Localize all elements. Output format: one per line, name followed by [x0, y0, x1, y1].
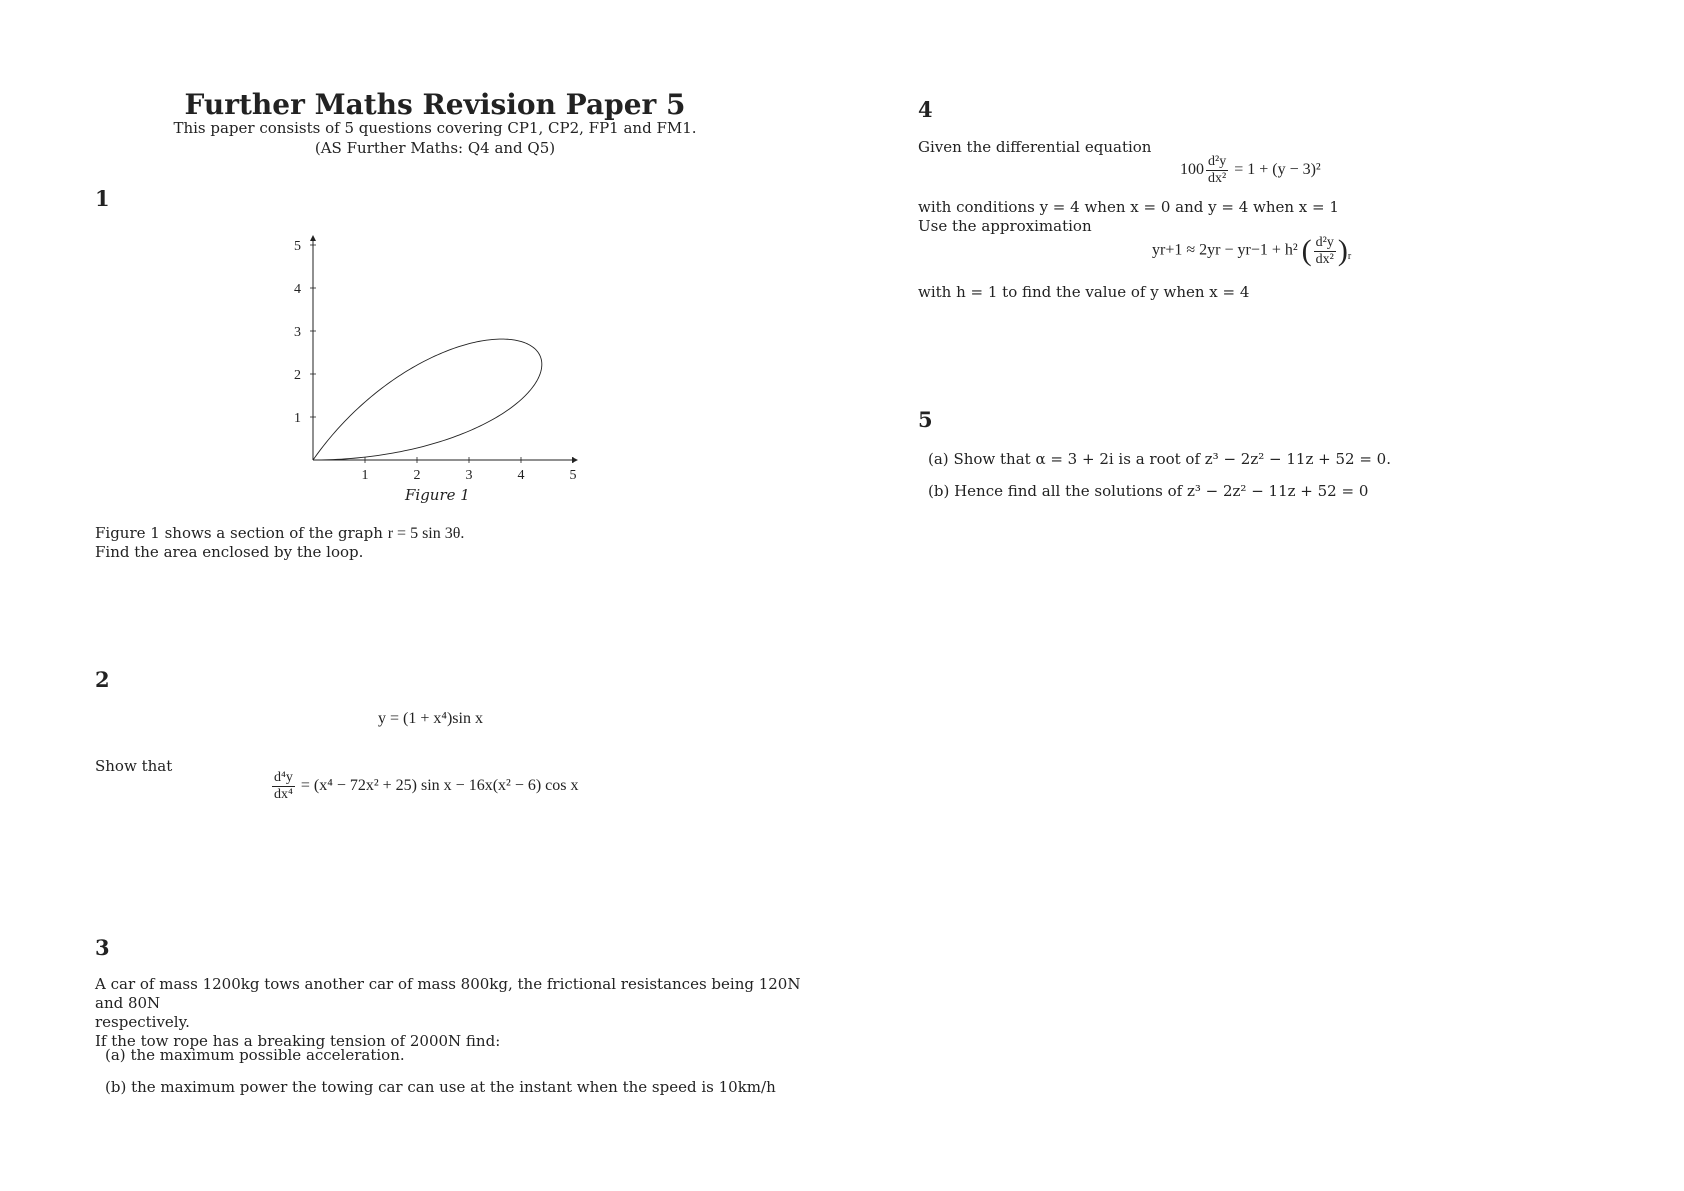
y-tick-label: 2 — [294, 368, 301, 383]
eq-frac-denominator: dx² — [1208, 171, 1227, 186]
question-1-line-2: Find the area enclosed by the loop. — [95, 543, 364, 561]
y-tick-label: 1 — [294, 411, 301, 426]
question-2-given-equation: y = (1 + x⁴)sin x — [378, 710, 483, 727]
eq-coefficient: 100 — [1180, 161, 1204, 179]
paper-subtitle — [0, 118, 870, 158]
subtitle-line-2: (AS Further Maths: Q4 and Q5) — [314, 139, 556, 157]
question-5-part-a — [928, 450, 1391, 468]
part-b-text: the maximum power the towing car can use at the instant when the speed is 10km/h — [131, 1078, 776, 1096]
eq-frac-numerator: d²y — [1208, 154, 1227, 169]
q5-part-b-text: Hence find all the solutions of z³ − 2z² − 11z + 52 = 0 — [954, 482, 1369, 500]
show-that-label: Show that — [95, 757, 173, 775]
approx-fraction — [1314, 235, 1336, 268]
approx-lhs: yr+1 ≈ 2yr − yr−1 + h² — [1152, 241, 1298, 259]
x-tick-label: 1 — [361, 468, 369, 480]
question-4-use: Use the approximation — [918, 217, 1092, 235]
y-tick-label: 5 — [294, 239, 301, 254]
part-a-label: (a) — [105, 1046, 126, 1064]
y-axis-arrow — [310, 235, 316, 241]
question-4-intro: Given the differential equation — [918, 138, 1152, 156]
question-4-conditions: with conditions y = 4 when x = 0 and y = 4 when x = 1 — [918, 198, 1339, 216]
question-1-number: 1 — [95, 186, 110, 211]
y-tick-label: 3 — [294, 325, 301, 340]
x-tick-label: 3 — [465, 468, 473, 480]
question-3-text — [95, 975, 815, 1051]
frac-numerator: d⁴y — [274, 770, 293, 785]
question-5-part-b — [928, 482, 1368, 500]
question-2-number: 2 — [95, 667, 110, 692]
question-3-part-a — [105, 1046, 405, 1064]
question-3-line-2: respectively. — [95, 1013, 190, 1031]
second-derivative-fraction — [1206, 154, 1228, 187]
question-4-final: with h = 1 to find the value of y when x = 4 — [918, 283, 1250, 301]
approx-frac-numerator: d²y — [1315, 234, 1334, 250]
x-tick-label: 2 — [413, 468, 421, 480]
question-5-number: 5 — [918, 407, 933, 432]
left-paren: ( — [1301, 234, 1312, 267]
q5-part-a-label: (a) — [928, 450, 949, 468]
differential-equation — [1180, 154, 1321, 187]
question-1-line-1-text: Figure 1 shows a section of the graph — [95, 524, 383, 542]
figure-1-plot — [294, 235, 578, 480]
result-rhs: = (x⁴ − 72x² + 25) sin x − 16x(x² − 6) cos x — [300, 777, 579, 795]
question-3-line-3: If the tow rope has a breaking tension of 2000N find: — [95, 1032, 501, 1050]
figure-1-caption: Figure 1 — [405, 486, 470, 504]
x-tick-label: 5 — [569, 468, 577, 480]
question-3-part-b — [105, 1078, 776, 1096]
subtitle-line-1: This paper consists of 5 questions covering CP1, CP2, FP1 and FM1. — [173, 119, 697, 137]
q5-part-b-label: (b) — [928, 482, 950, 500]
question-2-result-equation — [270, 770, 579, 803]
fourth-derivative-fraction — [272, 770, 295, 803]
approximation-formula — [1152, 234, 1351, 268]
paper-title: Further Maths Revision Paper 5 — [184, 88, 686, 121]
part-a-text: the maximum possible acceleration. — [130, 1046, 405, 1064]
polar-equation: r = 5 sin 3θ. — [387, 525, 465, 542]
polar-loop-curve — [313, 339, 542, 460]
approx-subscript: r — [1347, 250, 1352, 262]
part-b-label: (b) — [105, 1078, 127, 1096]
approx-frac-denominator: dx² — [1315, 251, 1334, 267]
question-1-line-1 — [95, 524, 464, 543]
question-1-text — [95, 524, 464, 562]
question-3-number: 3 — [95, 935, 110, 960]
right-paren: ) — [1337, 234, 1348, 267]
q5-part-a-text: Show that α = 3 + 2i is a root of z³ − 2z² − 11z + 52 = 0. — [953, 450, 1391, 468]
eq-rhs: = 1 + (y − 3)² — [1234, 161, 1321, 179]
y-tick-label: 4 — [294, 282, 301, 297]
figure-1-graph — [260, 230, 590, 480]
x-tick-label: 4 — [517, 468, 525, 480]
question-4-number: 4 — [918, 97, 933, 122]
question-3-line-1: A car of mass 1200kg tows another car of mass 800kg, the frictional resistances being 120N and 80N — [95, 975, 801, 1012]
frac-denominator: dx⁴ — [274, 787, 293, 802]
